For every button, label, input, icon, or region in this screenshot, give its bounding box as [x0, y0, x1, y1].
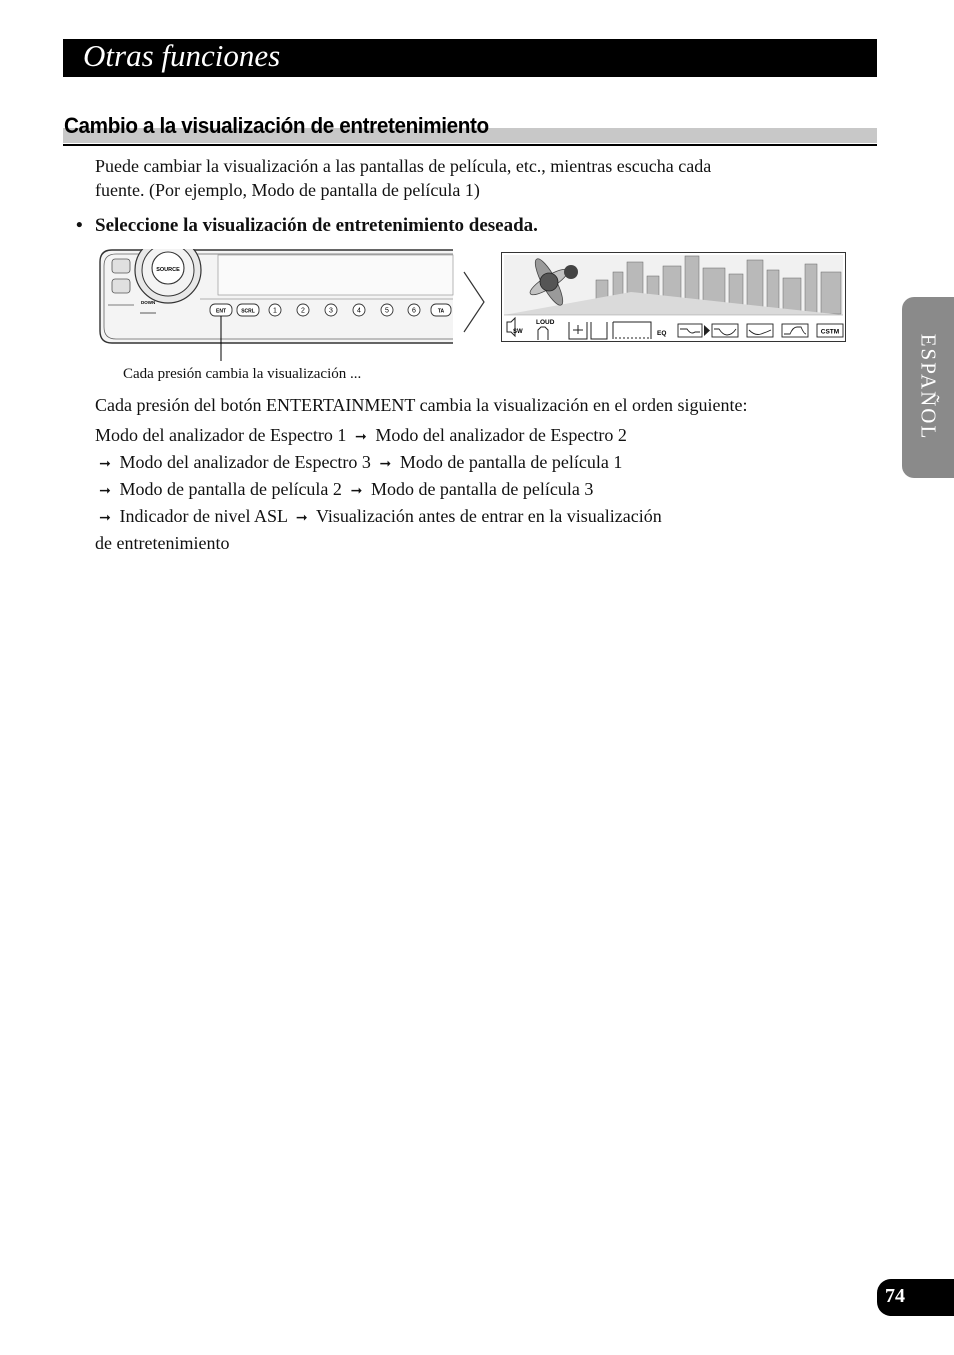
sequence-item: Modo del analizador de Espectro 3	[119, 452, 371, 472]
sequence-item: Modo de pantalla de película 3	[370, 479, 594, 499]
eq-label: EQ	[657, 330, 667, 337]
sequence-line-1	[95, 423, 662, 450]
sequence-arrow-icon: ➞	[99, 511, 111, 526]
entertainment-display-illustration	[501, 252, 847, 343]
sequence-line-5	[95, 531, 662, 555]
sequence-item: Modo de pantalla de película 2	[119, 479, 342, 499]
preset-label-4: 4	[357, 307, 361, 315]
language-tab-label: ESPAÑOL	[916, 333, 941, 441]
preset-label-3: 3	[329, 307, 333, 315]
preset-label-6: 6	[412, 307, 416, 315]
sequence-item: Modo del analizador de Espectro 2	[375, 425, 627, 445]
sequence-item: Modo de pantalla de película 1	[399, 452, 623, 472]
ta-button-label: TA	[437, 308, 445, 315]
scrl-button-label: SCRL	[241, 308, 255, 315]
down-label: DOWN	[141, 300, 156, 305]
section-heading	[63, 112, 877, 148]
sequence-arrow-icon: ➞	[295, 511, 308, 526]
sequence-item: Modo del analizador de Espectro 1	[95, 425, 347, 445]
transition-arrow-icon	[462, 270, 488, 334]
chapter-header	[63, 39, 877, 77]
loud-label: LOUD	[536, 319, 555, 326]
sequence-item: Indicador de nivel ASL	[119, 506, 288, 526]
intro-paragraph	[95, 154, 865, 202]
explanation: Cada presión del botón ENTERTAINMENT cambia la visualización en el orden siguiente:	[95, 395, 748, 415]
instruction	[76, 214, 876, 238]
sequence-arrow-icon: ➞	[350, 484, 363, 499]
preset-label-1: 1	[273, 307, 277, 315]
preset-label-2: 2	[301, 307, 305, 315]
eq-curve-4-icon	[782, 324, 808, 337]
display-sequence	[95, 423, 662, 555]
sequence-item: de entretenimiento	[95, 533, 230, 553]
source-label: SOURCE	[156, 267, 180, 273]
sequence-line-4	[95, 504, 662, 531]
cstm-label: CSTM	[820, 328, 840, 336]
sw-label: SW	[513, 329, 523, 335]
ent-button-label: ENT	[216, 308, 226, 315]
intro-line-2: fuente. (Por ejemplo, Modo de pantalla de película 1)	[95, 180, 480, 200]
sequence-arrow-icon: ➞	[99, 457, 111, 472]
instruction-text: Seleccione la visualización de entretenimiento deseada.	[95, 215, 538, 236]
page-number: 74	[885, 1285, 905, 1307]
sequence-arrow-icon: ➞	[99, 484, 111, 499]
preset-label-5: 5	[385, 307, 389, 315]
sequence-line-3	[95, 477, 662, 504]
bullet-mark: •	[76, 215, 83, 236]
page-number-tab	[877, 1279, 954, 1316]
figure-callout: Cada presión cambia la visualización ...	[123, 366, 362, 382]
intro-line-1: Puede cambiar la visualización a las pantallas de película, etc., mientras escucha cada	[95, 156, 712, 176]
language-tab	[902, 297, 954, 478]
sequence-line-2	[95, 450, 662, 477]
sequence-arrow-icon: ➞	[355, 430, 367, 445]
sequence-item: Visualización antes de entrar en la visualización	[315, 506, 662, 526]
chapter-title: Otras funciones	[83, 38, 281, 73]
eq-curve-1-icon	[678, 324, 702, 337]
section-underline	[63, 144, 877, 146]
head-unit-illustration	[98, 249, 454, 364]
section-title: Cambio a la visualización de entretenimiento	[64, 113, 489, 138]
sequence-arrow-icon: ➞	[379, 457, 392, 472]
